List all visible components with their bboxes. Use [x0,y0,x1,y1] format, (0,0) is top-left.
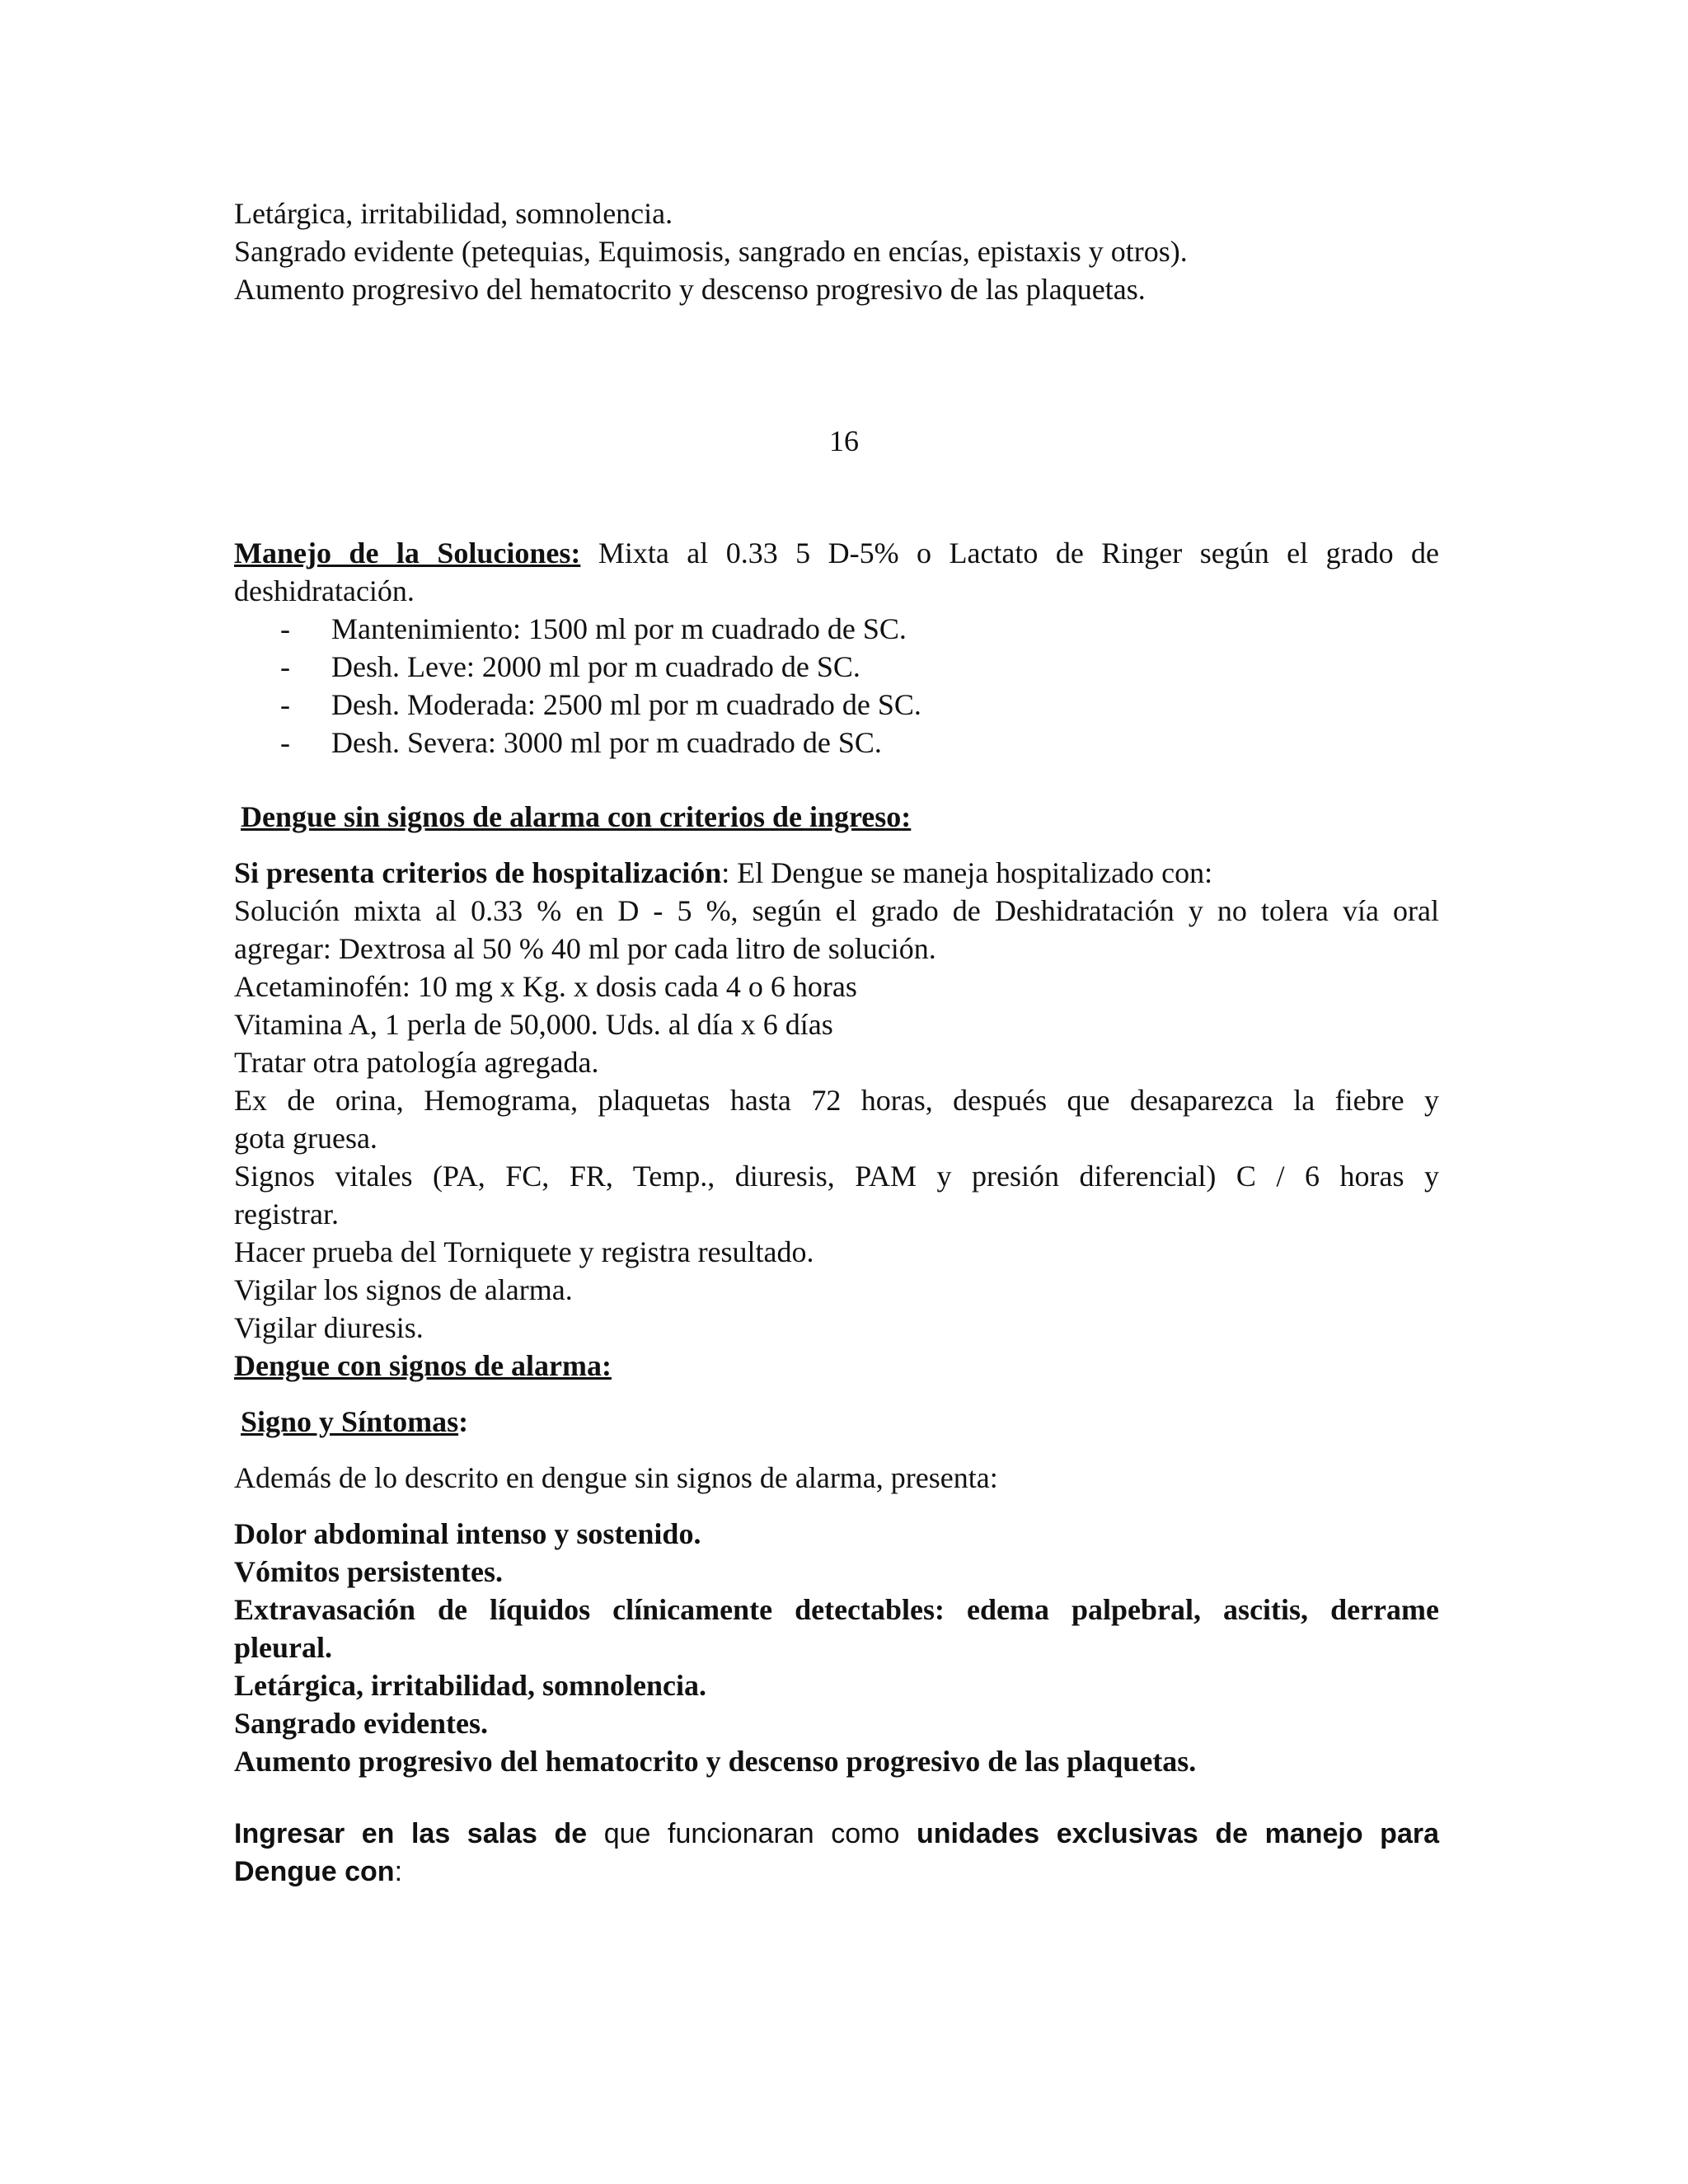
list-item [234,610,1439,648]
text-line: Hacer prueba del Torniquete y registra resultado. [234,1235,814,1268]
list-item [234,686,1439,724]
ingresar-line2-rest: : [394,1856,403,1887]
list-item-text: Desh. Leve: 2000 ml por m cuadrado de SC. [331,650,860,683]
text-line: Vigilar diuresis. [234,1311,424,1344]
ingresar-part2: que funcionaran como [587,1818,917,1849]
top-continuation [234,194,1439,308]
list-item-text: Desh. Moderada: 2500 ml por m cuadrado de SC. [331,688,921,721]
soluciones-section [234,534,1439,762]
ingresar-part1: Ingresar en las salas de [234,1818,588,1849]
text-line: Aumento progresivo del hematocrito y descenso progresivo de las plaquetas. [234,273,1146,306]
dash-bullet: - [280,612,290,645]
signos-sintomas-line [241,1403,1446,1441]
list-item [234,648,1439,686]
sin-signos-section [234,854,1439,1385]
sin-signos-heading-wrap [241,798,1446,836]
dash-bullet: - [280,650,290,683]
dash-bullet: - [280,726,290,759]
signos-sintomas-heading: Signo y Síntomas [241,1405,459,1438]
soluciones-paragraph-line2: deshidratación. [234,574,415,607]
ingresar-line1 [234,1815,1439,1853]
ingresar-line2-bold: Dengue con [234,1856,395,1887]
bold-line: Extravasación de líquidos clínicamente detectables: edema palpebral, ascitis, derrame [234,1593,1439,1626]
text-line: Vigilar los signos de alarma. [234,1273,573,1306]
criterios-rest: : El Dengue se maneja hospitalizado con: [721,856,1213,889]
text-line: agregar: Dextrosa al 50 % 40 ml por cada litro de solución. [234,932,936,965]
text-line: Vitamina A, 1 perla de 50,000. Uds. al día x 6 días [234,1008,833,1041]
dash-bullet: - [280,688,290,721]
bold-line: Sangrado evidentes. [234,1707,489,1740]
criterios-line [234,854,1439,892]
signos-sintomas-colon: : [458,1405,469,1438]
bold-line: Vómitos persistentes. [234,1555,503,1588]
ingresar-paragraph [234,1815,1439,1891]
bold-line: pleural. [234,1631,333,1664]
con-signos-heading: Dengue con signos de alarma: [234,1349,612,1382]
con-signos-bold-list [234,1515,1439,1780]
text-line: Letárgica, irritabilidad, somnolencia. [234,197,673,230]
text-line: Ex de orina, Hemograma, plaquetas hasta 72 horas, después que desaparezca la fiebre y [234,1084,1439,1117]
text-line: Acetaminofén: 10 mg x Kg. x dosis cada 4 o 6 horas [234,970,857,1003]
text-line: registrar. [234,1197,339,1230]
bold-line: Letárgica, irritabilidad, somnolencia. [234,1669,706,1702]
list-item [234,724,1439,762]
list-item-text: Desh. Severa: 3000 ml por m cuadrado de SC. [331,726,882,759]
con-signos-heading-line [234,1347,1439,1385]
text-line: Sangrado evidente (petequias, Equimosis, sangrado en encías, epistaxis y otros). [234,235,1188,268]
soluciones-heading: Manejo de la Soluciones: [234,537,581,569]
sin-signos-heading: Dengue sin signos de alarma con criterios de ingreso: [241,800,912,833]
soluciones-text: Mixta al 0.33 5 D-5% o Lactato de Ringer según el grado de [580,537,1439,569]
con-signos-intro [234,1459,1439,1497]
bold-line: Dolor abdominal intenso y sostenido. [234,1517,701,1550]
list-item-text: Mantenimiento: 1500 ml por m cuadrado de SC. [331,612,907,645]
text-line: Tratar otra patología agregada. [234,1046,599,1079]
intro-line: Además de lo descrito en dengue sin signos de alarma, presenta: [234,1461,998,1494]
soluciones-paragraph-line1 [234,534,1439,572]
ingresar-line2 [234,1853,1439,1891]
page-number: 16 [829,424,859,457]
ingresar-part3: unidades exclusivas de manejo para [916,1818,1440,1849]
bold-line: Aumento progresivo del hematocrito y descenso progresivo de las plaquetas. [234,1745,1197,1778]
text-line: gota gruesa. [234,1122,377,1155]
criterios-bold: Si presenta criterios de hospitalización [234,856,722,889]
text-line: Signos vitales (PA, FC, FR, Temp., diuresis, PAM y presión diferencial) C / 6 horas y [234,1160,1439,1193]
text-line: Solución mixta al 0.33 % en D - 5 %, según el grado de Deshidratación y no tolera vía oral [234,894,1439,927]
